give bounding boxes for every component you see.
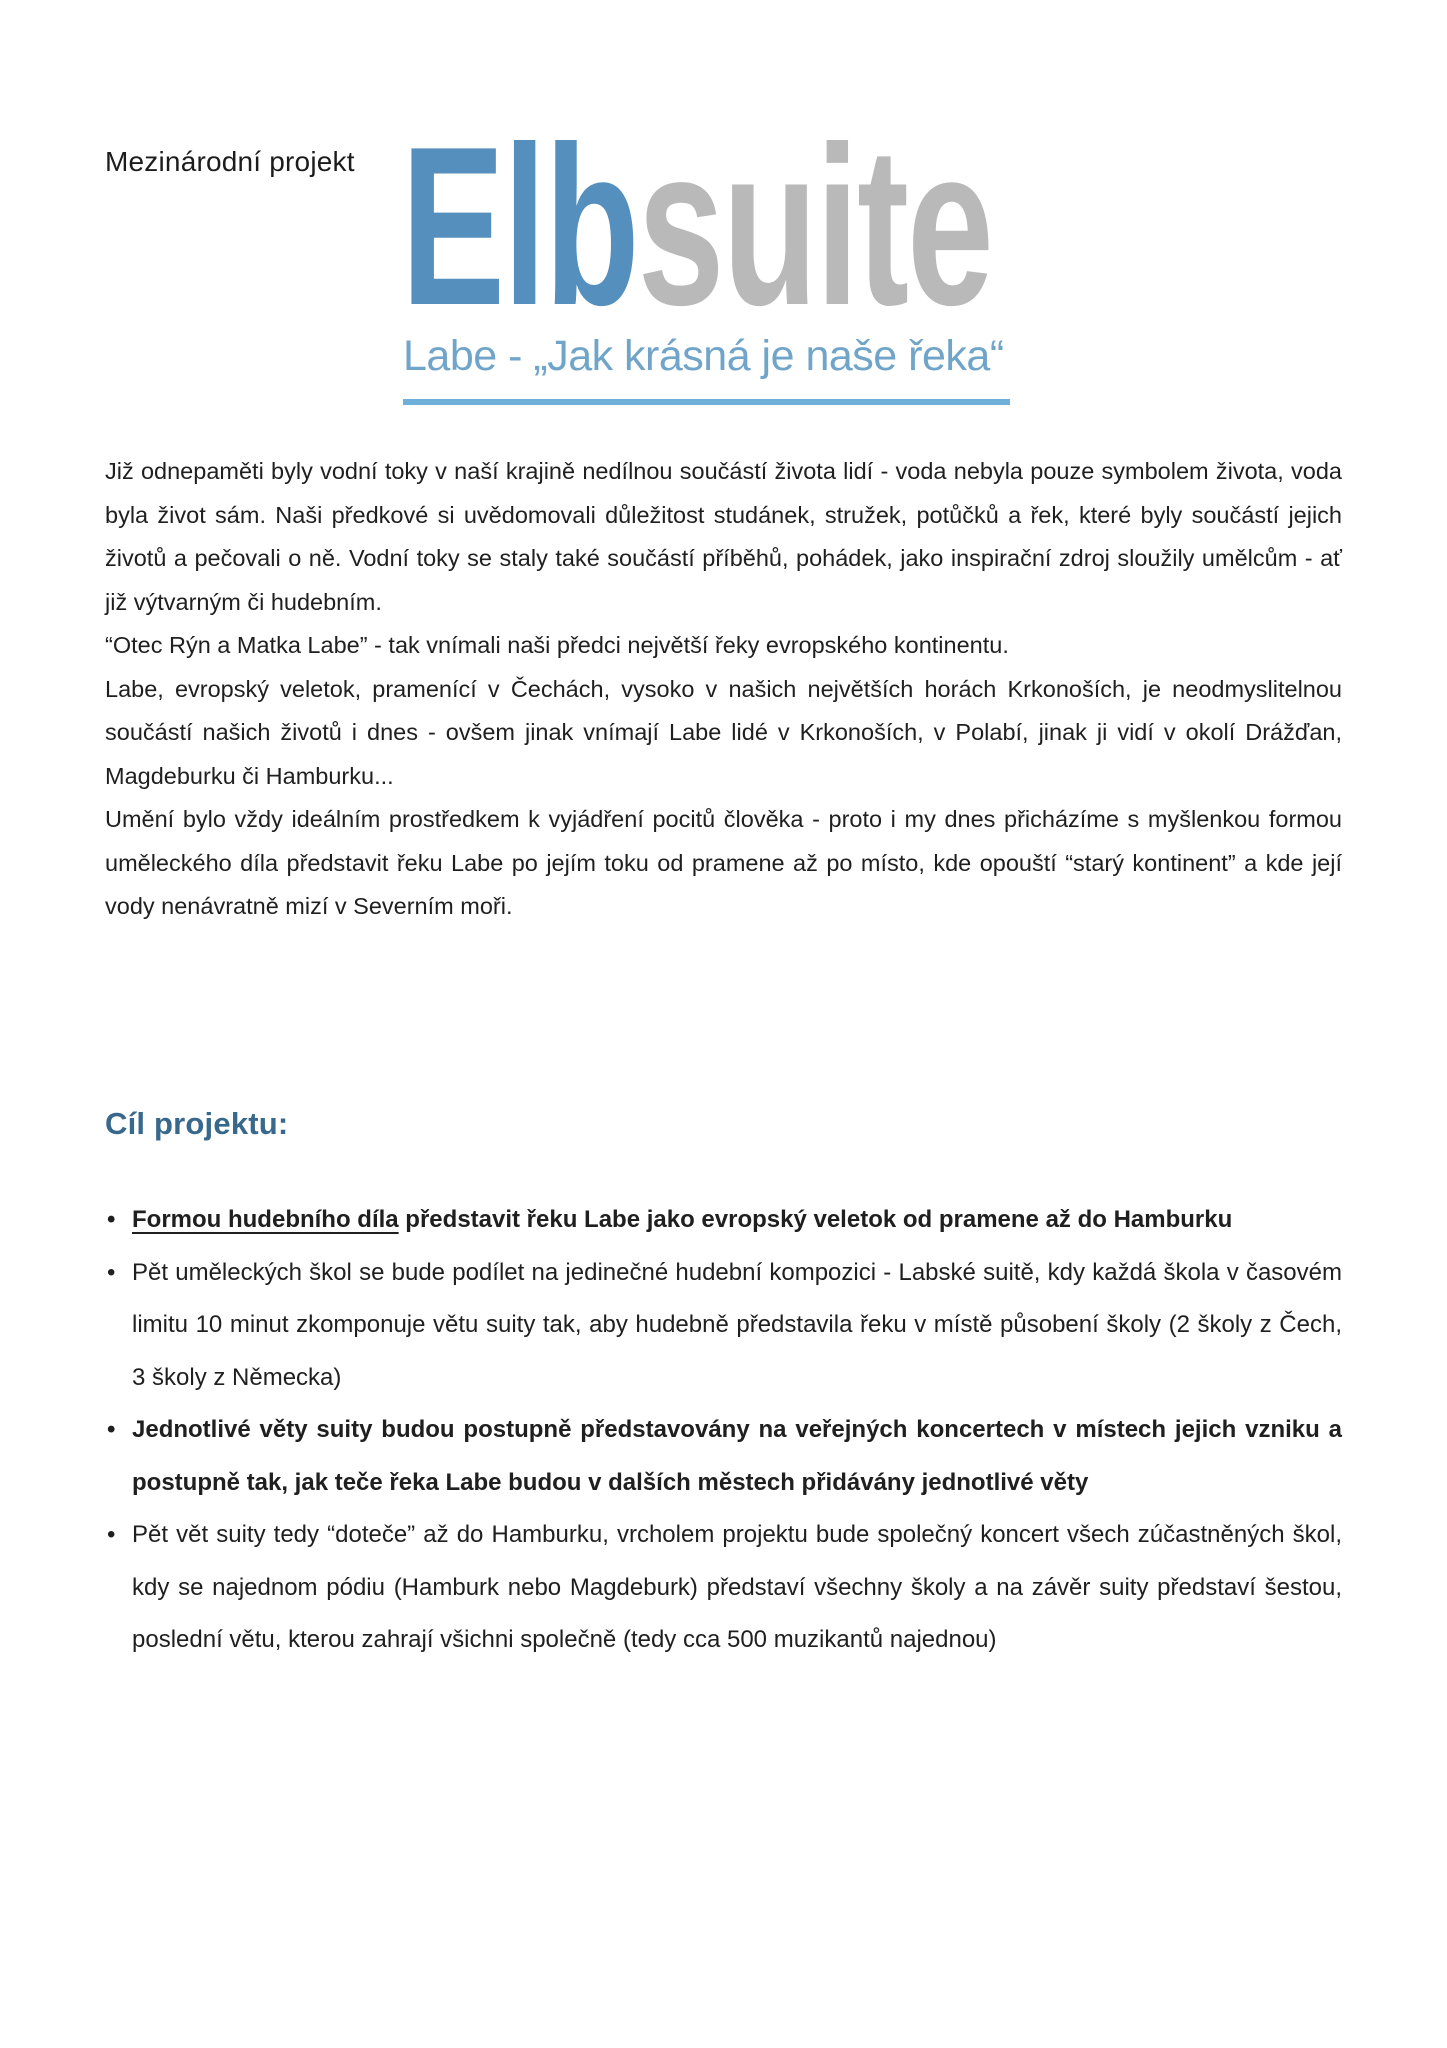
project-label: Mezinárodní projekt bbox=[105, 146, 355, 177]
intro-text bbox=[105, 450, 1342, 929]
paragraph-intro: Již odnepaměti byly vodní toky v naší krajině nedílnou součástí života lidí - voda nebyla pouze symbolem života, voda byla život sám. Naši předkové si uvědomovali důležitost studánek, stružek, potůčků a řek, které byly součástí jejich životů a pečovali o ně. Vodní toky se staly také součástí příběhů, pohádek, jako inspirační zdroj sloužily umělcům - ať již výtvarným či hudebním. bbox=[105, 458, 1342, 615]
elbsuite-logo bbox=[401, 100, 992, 354]
paragraph-umeni: Umění bylo vždy ideálním prostředkem k vyjádření pocitů člověka - proto i my dnes přicházíme s myšlenkou formou uměleckého díla představit řeku Labe po jejím toku od pramene až po místo, kde opouští “starý kontinent” a kde její vody nenávratně mizí v Severním moři. bbox=[105, 806, 1342, 919]
bullet-item bbox=[105, 1404, 1342, 1509]
paragraph-otec-ryn: “Otec Rýn a Matka Labe” - tak vnímali naši předci největší řeky evropského kontinentu. bbox=[105, 632, 1009, 658]
bullet-text: Pět uměleckých škol se bude podílet na jedinečné hudební kompozici - Labské suitě, kdy každá škola v časovém limitu 10 minut zkomponuje větu suity tak, aby hudebně představila řeku v místě působení školy (2 školy z Čech, 3 školy z Německa) bbox=[132, 1258, 1342, 1391]
logo-elb-text: Elb bbox=[401, 100, 638, 354]
bullet-item bbox=[105, 1194, 1342, 1247]
bullet-text: představit řeku Labe jako evropský veletok od pramene až do Hamburku bbox=[398, 1206, 1233, 1233]
logo-suite-text: suite bbox=[637, 100, 992, 354]
subtitle-rule bbox=[403, 399, 1010, 405]
goals-list bbox=[105, 1194, 1342, 1667]
bullet-text: Pět vět suity tedy “doteče” až do Hamburku, vrcholem projektu bude společný koncert všech zúčastněných škol, kdy se najednom pódiu (Hamburk nebo Magdeburk) představí všechny školy a na závěr suity představí šestou, poslední větu, kterou zahrají všichni společně (tedy cca 500 muzikantů najednou) bbox=[132, 1521, 1342, 1653]
bullet-text: Jednotlivé věty suity budou postupně představovány na veřejných koncertech v místech jejich vzniku a postupně tak, jak teče řeka Labe budou v dalších městech přidávány jednotlivé věty bbox=[132, 1416, 1342, 1496]
paragraph-labe-veletok: Labe, evropský veletok, pramenící v Čechách, vysoko v našich největších horách Krkonoších, je neodmyslitelnou součástí našich životů i dnes - ovšem jinak vnímají Labe lidé v Krkonoších, v Polabí, jinak ji vidí v okolí Drážďan, Magdeburku či Hamburku... bbox=[105, 675, 1342, 789]
section-heading-cil-projektu: Cíl projektu: bbox=[105, 1106, 289, 1141]
bullet-item bbox=[105, 1247, 1342, 1405]
bullet-underlined-lead: Formou hudebního díla bbox=[132, 1206, 399, 1233]
bullet-item bbox=[105, 1509, 1342, 1667]
logo-subtitle: Labe - „Jak krásná je naše řeka“ bbox=[403, 332, 1004, 380]
